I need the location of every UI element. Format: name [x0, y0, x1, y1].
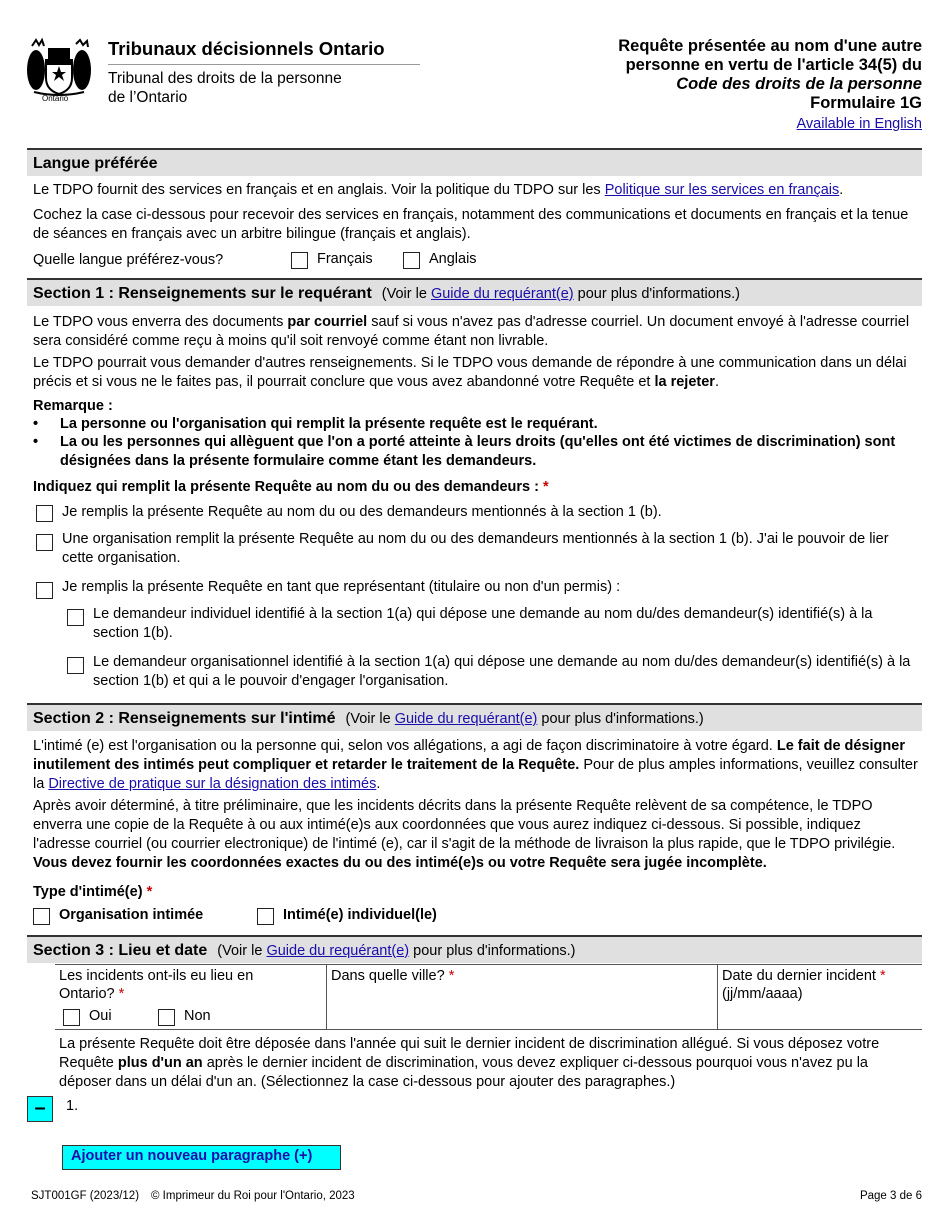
- remark-bullet-2: • La ou les personnes qui allèguent que l'on a porté atteinte à leurs droits (qu'elles ont été victimes de discrimination) sont désignées dans la présente formulaire comme étant les demandeurs.: [33, 433, 918, 471]
- section-heading-2: Section 2 : Renseignements sur l'intimé: [33, 710, 336, 727]
- section2-guide-link[interactable]: Guide du requérant(e): [394, 711, 538, 727]
- individuel-checkbox[interactable]: [257, 908, 274, 925]
- filer-question-text: Indiquez qui remplit la présente Requête au nom du ou des demandeurs :: [33, 479, 539, 495]
- non-label: Non: [184, 1008, 211, 1024]
- section3-note-after: pour plus d'informations.): [409, 943, 576, 959]
- individuel-label: Intimé(e) individuel(le): [283, 907, 437, 923]
- s3-p-a: La présente Requête doit être déposée dans l'année qui suit le dernier incident de discrimination allégué. Si vous déposez votre Requête: [59, 1036, 880, 1071]
- section-heading-langue: Langue préférée: [33, 155, 158, 172]
- form-title-line3: Code des droits de la personne: [676, 75, 922, 93]
- s1-p2-b: la rejeter: [654, 374, 715, 390]
- s2-p2-a: Après avoir déterminé, à titre préliminaire, que les incidents décrits dans la présente Requête relèvent de sa compétence, le TDPO enverra une copie de la Requête à ou aux intimé(e)s aux coordonnées que vous aurez indiquez ci-dessous. Si possible, indiquez l'adresse courriel (ou courrier electronique) de l'intimé (e), car il s'agit de la méthode de livraison la plus rapide, que le TDPO privilégie.: [33, 798, 896, 852]
- section-bar-3: [27, 935, 922, 963]
- add-paragraph-button[interactable]: Ajouter un nouveau paragraphe (+): [62, 1145, 341, 1170]
- required-mark: *: [543, 479, 549, 495]
- remark-bullet-2-text: La ou les personnes qui allèguent que l'on a porté atteinte à leurs droits (qu'elles ont été victimes de discrimination) sont désignées dans la présente formulaire comme étant les demandeurs.: [60, 434, 896, 469]
- filer-question: [33, 478, 918, 497]
- respondents-practice-direction-link[interactable]: Directive de pratique sur la désignation des intimés: [48, 776, 377, 792]
- remark-bullet-1: • La personne ou l'organisation qui remplit la présente requête est le requérant.: [33, 415, 918, 434]
- section-bar-langue: [27, 148, 922, 176]
- filer-option-1-checkbox[interactable]: [36, 505, 53, 522]
- s2-p1-a: L'intimé (e) est l'organisation ou la personne qui, selon vos allégations, a agi de façon discriminatoire à votre égard.: [33, 738, 777, 754]
- filer-option-3a-checkbox[interactable]: [67, 609, 84, 626]
- date-label: Date du dernier incident: [722, 968, 876, 984]
- filer-option-3b-checkbox[interactable]: [67, 657, 84, 674]
- s1-p1-a: Le TDPO vous enverra des documents: [33, 314, 288, 330]
- logo-caption: Ontario: [42, 94, 69, 103]
- langue-p1-text: Le TDPO fournit des services en français et en anglais. Voir la politique du TDPO sur les: [33, 182, 605, 198]
- tribunal-name-line1: Tribunal des droits de la personne: [108, 70, 342, 87]
- section2-note-before: (Voir le: [345, 711, 395, 727]
- section1-paragraph-1: [33, 313, 918, 351]
- francais-checkbox[interactable]: [291, 252, 308, 269]
- section3-guide-link[interactable]: Guide du requérant(e): [266, 943, 410, 959]
- form-title-line1: Requête présentée au nom d'une autre: [618, 37, 922, 55]
- location-date-grid: [55, 964, 922, 1030]
- remark-label: Remarque :: [33, 398, 113, 414]
- required-mark: *: [448, 968, 455, 984]
- non-checkbox[interactable]: [158, 1009, 175, 1026]
- last-incident-date-field[interactable]: [718, 965, 922, 1029]
- respondent-type-text: Type d'intimé(e): [33, 884, 143, 900]
- francais-label: Français: [317, 251, 373, 267]
- remove-paragraph-button[interactable]: –: [27, 1096, 53, 1122]
- filer-option-3a-label: Le demandeur individuel identifié à la section 1(a) qui dépose une demande au nom du/des demandeur(s) identifié(s) à la section 1(b).: [93, 606, 873, 641]
- section-heading-3: Section 3 : Lieu et date: [33, 942, 208, 959]
- section3-note: [217, 943, 575, 959]
- s1-p1-b: par courriel: [287, 314, 368, 330]
- s3-p-c: après le dernier incident de discrimination, vous devez expliquer ci-dessous pourquoi vous n'avez pu la déposer dans un délai d'un an. (Sélectionnez la case ci-dessous pour ajouter des paragraphes.): [59, 1055, 868, 1090]
- s1-p1-c: sauf si vous n'avez pas d'adresse courriel. Un document envoyé à l'adresse courriel sera considéré comme reçu à moins qu'il soit renvoyé comme étant non livrable.: [33, 314, 910, 349]
- copyright: © Imprimeur du Roi pour l'Ontario, 2023: [151, 1190, 355, 1202]
- langue-paragraph-2: Cochez la case ci-dessous pour recevoir des services en français, notamment des communications et documents en français et la tenue de séances en français avec un arbitre bilingue (français et anglais).: [33, 207, 909, 242]
- section2-paragraph-2: [33, 797, 918, 873]
- ontario-logo: [24, 36, 94, 104]
- s1-p2-c: .: [714, 374, 719, 390]
- remark-bullet-1-text: La personne ou l'organisation qui remplit la présente requête est le requérant.: [60, 416, 598, 432]
- respondent-type-label: [33, 883, 918, 902]
- form-number: Formulaire 1G: [810, 94, 922, 112]
- section1-paragraph-2: [33, 354, 918, 392]
- ontario-question-cell: [55, 965, 327, 1029]
- form-title-block: [552, 37, 922, 134]
- section1-note-before: (Voir le: [381, 286, 431, 302]
- section1-guide-link[interactable]: Guide du requérant(e): [430, 286, 574, 302]
- city-field[interactable]: [327, 965, 718, 1029]
- org-name: Tribunaux décisionnels Ontario: [108, 38, 385, 59]
- page-number: Page 3 de 6: [859, 1190, 922, 1202]
- filer-option-3b-label: Le demandeur organisationnel identifié à la section 1(a) qui dépose une demande au nom du/des demandeur(s) identifié(s) à la section 1(b) et qui a le pouvoir d'engager l'organisation.: [93, 654, 911, 689]
- filer-option-3-checkbox[interactable]: [36, 582, 53, 599]
- form-title-line2: personne en vertu de l'article 34(5) du: [625, 56, 922, 74]
- organisation-checkbox[interactable]: [33, 908, 50, 925]
- s2-p1-d: .: [376, 776, 381, 792]
- filer-option-1-label: Je remplis la présente Requête au nom du ou des demandeurs mentionnés à la section 1 (b).: [62, 504, 662, 520]
- section3-note-before: (Voir le: [217, 943, 267, 959]
- date-format-hint: (jj/mm/aaaa): [722, 986, 803, 1002]
- section3-paragraph: [59, 1035, 921, 1092]
- section-bar-2: [27, 703, 922, 731]
- langue-p1-end: .: [839, 182, 844, 198]
- paragraph-1-textarea[interactable]: [88, 1094, 920, 1134]
- filer-option-2-checkbox[interactable]: [36, 534, 53, 551]
- oui-label: Oui: [89, 1008, 112, 1024]
- langue-paragraph-1: [33, 181, 918, 200]
- org-divider: [108, 64, 420, 65]
- s3-p-b: plus d'un an: [117, 1055, 203, 1071]
- required-mark: *: [118, 986, 125, 1002]
- section2-note-after: pour plus d'informations.): [537, 711, 704, 727]
- french-services-policy-link[interactable]: Politique sur les services en français: [604, 182, 840, 198]
- anglais-checkbox[interactable]: [403, 252, 420, 269]
- tribunal-name-line2: de l’Ontario: [108, 89, 188, 106]
- s2-p1-c: Pour de plus amples informations, veuillez consulter la: [33, 757, 918, 792]
- city-label: Dans quelle ville?: [331, 968, 445, 984]
- form-code: SJT001GF (2023/12): [31, 1190, 140, 1202]
- organisation-label: Organisation intimée: [59, 907, 204, 923]
- section1-note-after: pour plus d'informations.): [573, 286, 740, 302]
- language-question: Quelle langue préférez-vous?: [33, 252, 224, 268]
- section2-paragraph-1: [33, 737, 918, 794]
- required-mark: *: [880, 968, 886, 984]
- s2-p2-b: Vous devez fournir les coordonnées exactes du ou des intimé(e)s ou votre Requête sera jugée incomplète.: [33, 855, 767, 871]
- english-version-link[interactable]: Available in English: [796, 116, 922, 132]
- ontario-question-text: Les incidents ont-ils eu lieu en Ontario?: [59, 968, 254, 1002]
- paragraph-number: 1.: [66, 1098, 79, 1114]
- anglais-label: Anglais: [429, 251, 477, 267]
- s2-p1-b: Le fait de désigner inutilement des intimés peut compliquer et retarder le traitement de la Requête.: [33, 738, 905, 773]
- required-mark: *: [146, 884, 153, 900]
- oui-checkbox[interactable]: [63, 1009, 80, 1026]
- section-bar-1: [27, 278, 922, 306]
- org-block: [108, 38, 420, 107]
- filer-option-3-label: Je remplis la présente Requête en tant que représentant (titulaire ou non d'un permis) :: [62, 579, 621, 595]
- section1-note: [382, 286, 740, 302]
- section-heading-1: Section 1 : Renseignements sur le requérant: [33, 285, 372, 302]
- s1-p2-a: Le TDPO pourrait vous demander d'autres renseignements. Si le TDPO vous demande de répondre à une communication dans un délai précis et si vous ne le faites pas, il pourrait conclure que vous avez abandonné votre Requête et: [33, 355, 907, 390]
- filer-option-2-label: Une organisation remplit la présente Requête au nom du ou des demandeurs mentionnés à la section 1 (b). J'ai le pouvoir de lier cette organisation.: [62, 531, 889, 566]
- section2-note: [346, 711, 704, 727]
